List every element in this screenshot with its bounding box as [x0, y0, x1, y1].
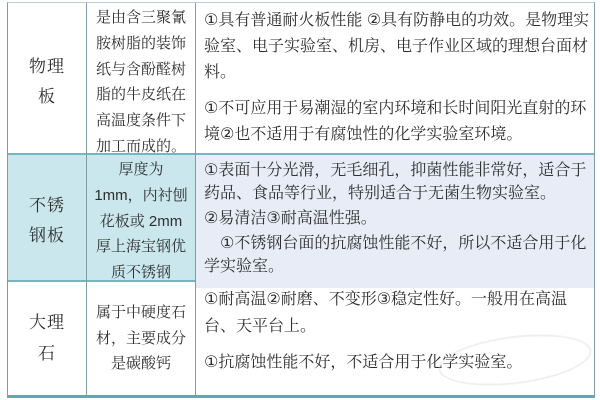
table-row-physical-board [8, 3, 594, 155]
material-name: 物理板 [28, 56, 65, 107]
material-name-cell [8, 155, 86, 288]
material-comparison-table [7, 2, 595, 398]
material-name-cell [8, 282, 86, 395]
properties-cell [196, 3, 594, 162]
composition-cell [86, 3, 196, 162]
property-paragraph: ①表面十分光滑，无毛细孔，抑菌性能非常好，适合于药品、食品等行业，特别适合于无菌生物实验室。 [204, 162, 587, 202]
composition-text: 属于中硬度石材，主要成分是碳酸钙 [95, 303, 186, 373]
properties-cell [196, 282, 594, 395]
property-paragraph: ①耐高温②耐磨、不变形③稳定性好。一般用在高温台、天平台上。 [204, 291, 568, 335]
properties-cell [196, 155, 594, 288]
property-paragraph: ①不锈钢台面的抗腐蚀性能不好，所以不适合用于化学实验室。 [204, 235, 587, 275]
composition-text: 厚度为 1mm，内衬刨花板或 2mm 厚上海宝钢优质不锈钢 [94, 161, 188, 282]
property-paragraph: ①抗腐蚀性能不好，不适合用于化学实验室。 [204, 354, 523, 371]
material-name-cell [8, 3, 86, 162]
table-row-marble [8, 282, 594, 397]
composition-cell [86, 155, 196, 288]
material-name: 不锈钢板 [28, 195, 65, 246]
table-row-stainless-steel [8, 155, 594, 282]
property-paragraph: ②易清洁③耐高温性强。 [204, 210, 377, 227]
composition-text: 是由含三聚氰胺树脂的装饰纸与含酚醛树脂的牛皮纸在高温度条件下加工而成的。 [95, 9, 186, 155]
composition-cell [86, 282, 196, 395]
material-name: 大理石 [28, 312, 65, 363]
property-paragraph: ①不可应用于易潮湿的室内环境和长时间阳光直射的环境②也不适用于有腐蚀性的化学实验室环境。 [204, 100, 587, 143]
property-paragraph: ①具有普通耐火板性能 ②具有防静电的功效。是物理实验室、电子实验室、机房、电子作业区域的理想台面材料。 [204, 12, 590, 81]
